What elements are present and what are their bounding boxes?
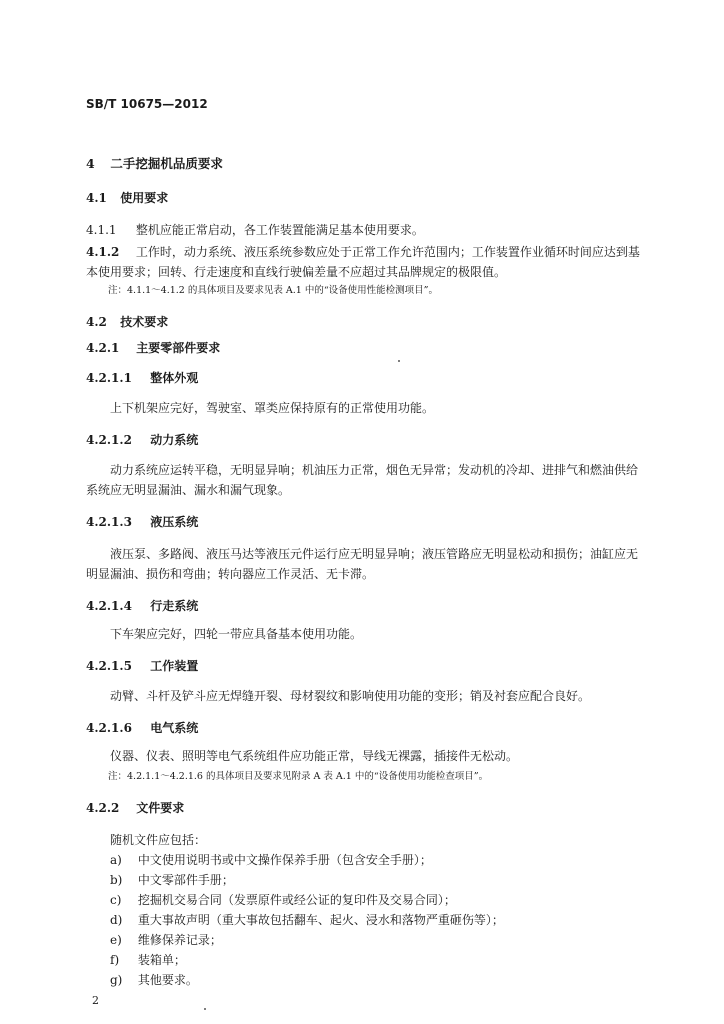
list-item-text: 中文使用说明书或中文操作保养手册（包含安全手册）；	[137, 853, 432, 867]
section-title: 二手挖掘机品质要求	[110, 156, 223, 171]
section-4-2-1-5-text: 动臂、斗杆及铲斗应无焊缝开裂、母材裂纹和影响使用功能的变形；销及衬套应配合良好。	[110, 689, 591, 703]
list-item	[110, 972, 670, 988]
list-item	[110, 952, 670, 968]
section-4-1-heading	[86, 190, 666, 206]
section-4-2-1-3-text-line1: 液压泵、多路阀、液压马达等液压元件运行应无明显异响；液压管路应无明显松动和损伤；油缸应无	[110, 547, 639, 561]
list-item	[110, 852, 670, 868]
section-4-2-2-intro: 随机文件应包括：	[110, 833, 207, 847]
list-item-label: g)	[110, 973, 123, 987]
list-item-label: b)	[110, 873, 123, 887]
page-number: 2	[92, 994, 99, 1007]
section-4-2-1-4-text: 下车架应完好，四轮一带应具备基本使用功能。	[110, 627, 363, 641]
section-number: 4	[86, 156, 95, 171]
clause-text: 工作时，动力系统、液压系统参数应处于正常工作允许范围内；工作装置作业循环时间应达到基	[135, 245, 640, 259]
list-item-label: f)	[110, 953, 120, 967]
section-number: 4.2.1.3	[86, 515, 132, 529]
document-header: SB/T 10675—2012	[86, 97, 208, 111]
section-number: 4.2.1.1	[86, 371, 132, 385]
section-4-2-1-4-heading	[86, 598, 666, 614]
list-item	[110, 932, 670, 948]
section-4-2-2-heading	[86, 800, 666, 816]
scan-speck	[398, 360, 400, 362]
section-title: 工作装置	[150, 659, 199, 673]
list-item-label: e)	[110, 933, 122, 947]
section-title: 文件要求	[136, 801, 185, 815]
list-item-text: 中文零部件手册；	[137, 873, 234, 887]
list-item-label: c)	[110, 893, 122, 907]
section-4-2-1-6-heading	[86, 720, 666, 736]
section-title: 液压系统	[150, 515, 199, 529]
list-item-label: a)	[110, 853, 122, 867]
clause-text: 整机应能正常启动，各工作装置能满足基本使用要求。	[135, 223, 424, 237]
section-title: 电气系统	[150, 721, 199, 735]
clause-number: 4.1.1	[86, 223, 117, 237]
list-item-text: 维修保养记录；	[137, 933, 222, 947]
section-number: 4.2.2	[86, 801, 120, 815]
section-4-2-heading	[86, 314, 666, 330]
scan-speck	[204, 1008, 206, 1010]
section-number: 4.2	[86, 315, 107, 329]
section-4-2-1-5-heading	[86, 658, 666, 674]
section-title: 主要零部件要求	[136, 341, 221, 355]
section-4-2-1-1-heading	[86, 370, 666, 386]
section-number: 4.2.1.6	[86, 721, 132, 735]
list-item-label: d)	[110, 913, 123, 927]
section-title: 技术要求	[120, 315, 169, 329]
section-title: 动力系统	[150, 433, 199, 447]
list-item-text: 挖掘机交易合同（发票原件或经公证的复印件及交易合同）；	[137, 893, 456, 907]
section-title: 使用要求	[120, 191, 169, 205]
note-2: 注：4.2.1.1～4.2.1.6 的具体项目及要求见附录 A 表 A.1 中的“设备使用功能检查项目”。	[108, 771, 489, 782]
section-4-2-1-3-heading	[86, 514, 666, 530]
section-number: 4.1	[86, 191, 107, 205]
clause-4-1-2-line1	[86, 244, 666, 260]
section-4-2-1-6-text: 仪器、仪表、照明等电气系统组件应功能正常，导线无裸露，插接件无松动。	[110, 749, 519, 763]
section-4-2-1-2-text-line2: 系统应无明显漏油、漏水和漏气现象。	[86, 483, 291, 497]
clause-number: 4.1.2	[86, 245, 120, 259]
section-title: 行走系统	[150, 599, 199, 613]
note-1: 注：4.1.1～4.1.2 的具体项目及要求见表 A.1 中的“设备使用性能检测项目”。	[108, 285, 439, 296]
section-title: 整体外观	[150, 371, 199, 385]
section-number: 4.2.1.2	[86, 433, 132, 447]
section-4-heading	[86, 156, 666, 172]
list-item	[110, 872, 670, 888]
section-4-2-1-2-heading	[86, 432, 666, 448]
list-item	[110, 912, 670, 928]
section-4-2-1-2-text-line1: 动力系统应运转平稳，无明显异响；机油压力正常，烟色无异常；发动机的冷却、进排气和燃油供给	[110, 463, 639, 477]
section-number: 4.2.1.4	[86, 599, 132, 613]
section-number: 4.2.1.5	[86, 659, 132, 673]
list-item-text: 重大事故声明（重大事故包括翻车、起火、浸水和落物严重砸伤等）；	[137, 913, 504, 927]
section-number: 4.2.1	[86, 341, 120, 355]
clause-4-1-2-line2: 本使用要求；回转、行走速度和直线行驶偏差量不应超过其品牌规定的极限值。	[86, 265, 507, 279]
clause-4-1-1	[86, 222, 666, 238]
list-item-text: 装箱单；	[137, 953, 186, 967]
section-4-2-1-1-text: 上下机架应完好，驾驶室、罩类应保持原有的正常使用功能。	[110, 401, 435, 415]
section-4-2-1-heading	[86, 340, 666, 356]
section-4-2-1-3-text-line2: 明显漏油、损伤和弯曲；转向器应工作灵活、无卡滞。	[86, 567, 375, 581]
list-item-text: 其他要求。	[137, 973, 198, 987]
list-item	[110, 892, 670, 908]
